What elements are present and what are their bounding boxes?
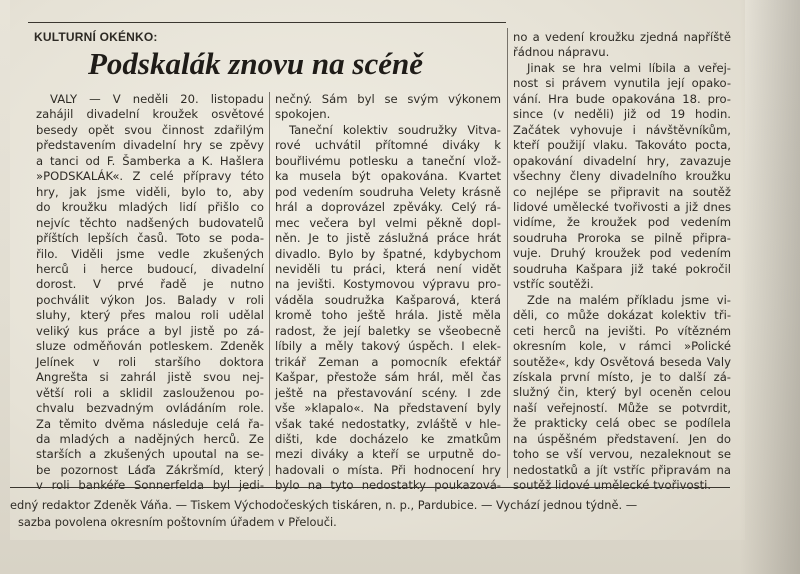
- text-line: v roli bankéře Sonnerfelda byl jedi-: [36, 478, 264, 493]
- text-line: větší roli a sklidil zaslouženou po-: [36, 385, 264, 400]
- top-rule: [28, 22, 506, 23]
- text-line: na úspěšném představení. Jen do: [513, 431, 731, 446]
- text-line: hrál a doprovázel zpěváky. Celý rá-: [275, 200, 501, 215]
- text-line: řilo. Viděli jsme vedle zkušených: [36, 246, 264, 261]
- article-column-1: [36, 92, 264, 494]
- text-line: získala první místo, je to další zá-: [513, 369, 731, 384]
- text-line: váděla soudružka Kašparová, která: [275, 292, 501, 307]
- text-line: dorost. V prvé řadě je nutno: [36, 277, 264, 292]
- text-line: hadovali o místa. Při hodnocení hry: [275, 462, 501, 477]
- text-line: zahájil divadelní kroužek osvětové: [36, 107, 264, 122]
- text-line: bylo na tyto nedostatky poukazová-: [275, 478, 501, 493]
- paper-sheet: [10, 0, 745, 540]
- text-line: rové uchvátil přítomné diváky k: [275, 138, 501, 153]
- text-line: herců i herce budoucí, divadelní: [36, 261, 264, 276]
- text-line: »PODSKALÁK«. Z celé přípravy této: [36, 169, 264, 184]
- paper-edge-shadow: [740, 0, 800, 574]
- text-line: pod vedením soudruha Velety krásně: [275, 184, 501, 199]
- text-line: mec večera byl velmi pěkně dopl-: [275, 215, 501, 230]
- text-line: divadlo. Bylo by špatné, kdybychom: [275, 246, 501, 261]
- text-line: řádnou nápravu.: [513, 45, 610, 60]
- text-line: něn. Je to jistě záslužná práce hrát: [275, 231, 501, 246]
- text-line: no a vedení kroužku zjedná napříště: [513, 30, 731, 44]
- text-line: radost, že její baletky se všeobecně: [275, 323, 501, 338]
- text-line: besedy opět svou činnost zdařilým: [36, 122, 264, 137]
- text-line: však také nedostatky, zvláště v hle-: [275, 416, 501, 431]
- text-line: Jelínek v roli staršího doktora: [36, 354, 264, 369]
- text-line: co nejlépe se připravit na soutěž: [513, 184, 731, 199]
- text-line: opakování divadelní hry, zavazuje: [513, 153, 731, 168]
- text-line: kteří použijí vlaku. Takováto pocta,: [513, 138, 731, 153]
- text-line: bouřlivému potlesku a taneční vlož-: [275, 153, 501, 168]
- article-headline: Podskalák znovu na scéně: [88, 46, 423, 81]
- text-line: kromě toho ještě hrála. Jistě měla: [275, 308, 501, 323]
- bottom-rule: [10, 487, 730, 488]
- text-line: veliký kus práce a byl jistě po zá-: [36, 323, 264, 338]
- text-line: všechny členy divadelního kroužku: [513, 169, 731, 184]
- footer-line: sazba povolena okresním poštovním úřadem v Přelouči.: [18, 515, 337, 529]
- text-line: soutěž lidové umělecké tvořivosti.: [513, 478, 712, 493]
- text-line: Začátek vyhovuje i návštěvníkům,: [513, 122, 731, 137]
- article-column-2: [275, 92, 501, 494]
- text-line: ceti herců na jevišti. Po vítězném: [513, 323, 731, 338]
- text-line: nost si právem vynutila její opako-: [513, 76, 731, 91]
- text-line: Za těmito dvěma následuje celá řa-: [36, 416, 264, 431]
- text-line: Jinak se hra velmi líbila a veřej-: [527, 60, 731, 75]
- text-line: okresním kole, v rámci »Polické: [513, 339, 731, 354]
- text-line: vání. Hra bude opakována 18. pro-: [513, 91, 731, 106]
- column-divider: [507, 28, 508, 478]
- text-line: chvalu bezvadným ovládáním role.: [36, 401, 264, 416]
- text-line: ka musela být opakována. Kvartet: [275, 169, 501, 184]
- text-line: vše »klapalo«. Na představení byly: [275, 401, 501, 416]
- column-divider: [269, 92, 270, 476]
- section-rubric: KULTURNÍ OKÉNKO:: [34, 30, 158, 44]
- text-line: soudruha Proroka se pilně připra-: [513, 230, 731, 245]
- text-line: spokojen.: [275, 107, 331, 122]
- text-line: Angrešta si zahrál jistě svou nej-: [36, 370, 264, 385]
- text-line: představením divadelní hry se zpěvy: [36, 138, 264, 153]
- text-line: děli, co může dokázat kolektiv tři-: [513, 308, 731, 323]
- text-line: VALY — V neděli 20. listopadu: [50, 92, 264, 106]
- text-line: since (v neděli) již od 19 hodin.: [513, 107, 731, 122]
- text-line: vstříc soutěži.: [513, 277, 594, 292]
- text-line: služný čin, který byl oceněn celou: [513, 385, 731, 400]
- text-line: a tanci od F. Šamberka a K. Hašlera: [36, 153, 264, 168]
- text-line: vuje. Druhý kroužek pod vedením: [513, 246, 731, 261]
- article-column-3: [513, 30, 731, 494]
- text-line: naší veřejností. Může se potvrdit,: [513, 400, 731, 415]
- text-line: sluze odměňován potleskem. Zdeněk: [36, 339, 264, 354]
- text-line: starších a zkušených upoutal na se-: [36, 447, 264, 462]
- text-line: nedostatků a jít vstříc připravám na: [513, 462, 731, 477]
- text-line: na jevišti. Kostymovou výpravu pro-: [275, 277, 501, 292]
- text-line: soutěže«, kdy Osvětová beseda Valy: [513, 354, 731, 369]
- text-line: líbily a měly takový úspěch. I elek-: [275, 339, 501, 354]
- text-line: příštích lepších časů. Toto se poda-: [36, 231, 264, 246]
- text-line: Zde na malém příkladu jsme vi-: [527, 292, 731, 307]
- text-line: vidíme, že kroužek pod vedením: [513, 215, 731, 230]
- text-line: do kroužku mladých lidí přišlo co: [36, 200, 264, 215]
- text-line: hry, jak jsme viděli, bylo to, aby: [36, 184, 264, 199]
- text-line: mezi diváky a kteří se urputně do-: [275, 447, 501, 462]
- text-line: dišti, kde docházelo ke zmatkům: [275, 431, 501, 446]
- imprint-footer: [10, 497, 637, 531]
- text-line: že prakticky celá obec se podílela: [513, 416, 731, 431]
- text-line: ještě na přestavování scény. I zde: [275, 385, 501, 400]
- text-line: trikář Zeman a pomocník efektář: [275, 354, 501, 369]
- text-line: neviděli tu práci, která není vidět: [275, 261, 501, 276]
- text-line: soudruha Kašpara již také pokročil: [513, 261, 731, 276]
- footer-line: edný redaktor Zdeněk Váňa. — Tiskem Východočeských tiskáren, n. p., Pardubice. — Vychází jednou týdně. —: [10, 498, 638, 512]
- text-line: da mladých a nadějných herců. Ze: [36, 431, 264, 446]
- text-line: Taneční kolektiv soudružky Vitva-: [289, 122, 501, 137]
- text-line: pochválit výkon Jos. Balady v roli: [36, 292, 264, 307]
- text-line: sluhy, který přes malou roli udělal: [36, 308, 264, 323]
- text-line: toho se vší vervou, nezaleknout se: [513, 447, 731, 462]
- text-line: lidové umělecké tvořivosti a již dnes: [513, 199, 731, 214]
- text-line: nečný. Sám byl se svým výkonem: [275, 92, 501, 106]
- text-line: be pozornost Láďa Zákršmíd, který: [36, 462, 264, 477]
- text-line: Kašpar, přestože sám hrál, měl čas: [275, 370, 501, 385]
- text-line: nejvíc těchto nadšených budovatelů: [36, 215, 264, 230]
